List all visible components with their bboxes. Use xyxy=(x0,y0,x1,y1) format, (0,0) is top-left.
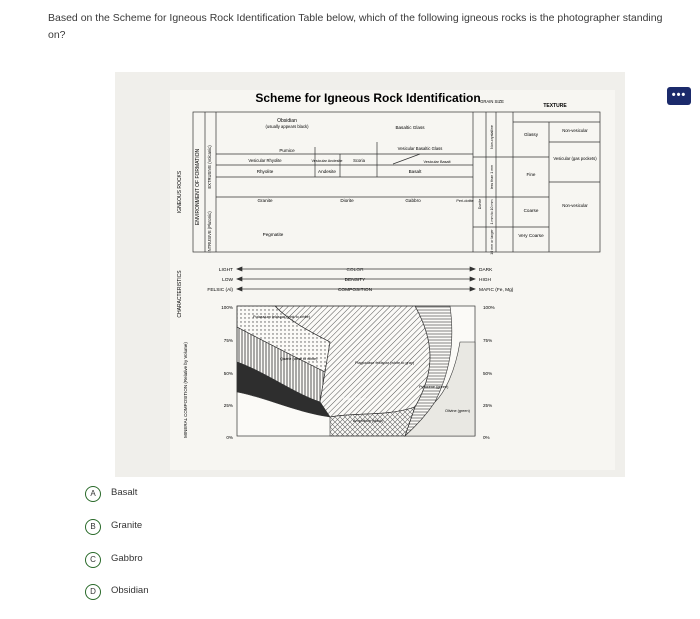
mineral-biotite: Biotite (black) xyxy=(343,397,367,401)
option-d-letter[interactable]: D xyxy=(85,584,101,600)
pct-right-75: 75% xyxy=(483,338,493,343)
rock-peridotite: Peri-dotite xyxy=(456,199,474,203)
grain-1-10mm: 1 mm to 10 mm xyxy=(490,199,494,225)
rock-scoria: Scoria xyxy=(353,158,365,163)
texture-vesicular: Vesicular (gas pockets) xyxy=(553,156,597,161)
rock-obsidian-note: (usually appears black) xyxy=(265,124,309,129)
option-d[interactable] xyxy=(85,584,285,602)
rock-rhyolite: Rhyolite xyxy=(256,169,274,174)
mineral-plagioclase: Plagioclase feldspar (white to gray) xyxy=(355,361,415,365)
characteristics-label: CHARACTERISTICS xyxy=(177,270,183,318)
rock-basalt: Basalt xyxy=(408,169,422,174)
rock-granite: Granite xyxy=(257,198,273,203)
option-d-label: Obsidian xyxy=(111,585,149,596)
option-c-label: Gabbro xyxy=(111,553,143,564)
option-a-letter[interactable]: A xyxy=(85,486,101,502)
texture-fine: Fine xyxy=(526,172,536,177)
texture-header: TEXTURE xyxy=(543,103,567,109)
char-color: COLOR xyxy=(346,268,364,273)
pct-left-75: 75% xyxy=(223,338,233,343)
extrusive-label: EXTRUSIVE (Volcanic) xyxy=(207,145,212,189)
option-a-label: Basalt xyxy=(111,487,138,498)
igneous-rocks-label: IGNEOUS ROCKS xyxy=(177,170,183,214)
pct-right-50: 50% xyxy=(483,371,493,376)
char-mafic: MAFIC (Fe, Mg) xyxy=(479,288,514,293)
mineral-composition-label: MINERAL COMPOSITION (Relative by Volume) xyxy=(183,342,188,438)
pct-right-0: 0% xyxy=(483,435,490,440)
mineral-pyroxene: Pyroxene (green) xyxy=(419,385,449,389)
mineral-amphibole: Amphibole (black) xyxy=(353,419,384,423)
pct-right-100: 100% xyxy=(483,305,495,310)
texture-glassy: Glassy xyxy=(523,132,539,137)
texture-very-coarse: Very Coarse xyxy=(518,233,544,238)
rock-basaltic-glass: Basaltic Glass xyxy=(395,125,425,130)
grain-noncrystalline: Non-crystalline xyxy=(490,125,494,149)
option-c[interactable] xyxy=(85,552,285,570)
mineral-potassium-feldspar: Potassium feldspar (pink to white) xyxy=(253,315,310,319)
option-a[interactable] xyxy=(85,486,285,504)
option-c-letter[interactable]: C xyxy=(85,552,101,568)
rock-vesicular-basaltic-glass: Vesicular Basaltic Glass xyxy=(397,146,443,151)
rock-vesicular-basalt: Vesicular Basalt xyxy=(423,160,451,164)
char-felsic: FELSIC (Al) xyxy=(207,288,233,293)
grain-less-1mm: less than 1 mm xyxy=(490,164,494,190)
rock-pegmatite: Pegmatite xyxy=(262,232,284,237)
rock-andesite: Andesite xyxy=(318,169,336,174)
env-formation-label: ENVIRONMENT OF FORMATION xyxy=(195,148,201,226)
rock-vesicular-andesite: Vesicular Andesite xyxy=(311,159,343,163)
grain-size-header: GRAIN SIZE xyxy=(480,99,504,104)
char-high: HIGH xyxy=(479,278,491,283)
figure-title: Scheme for Igneous Rock Identification xyxy=(255,91,481,105)
char-composition: COMPOSITION xyxy=(337,288,373,293)
char-light: LIGHT xyxy=(218,268,233,273)
chart-svg xyxy=(115,72,625,477)
char-low: LOW xyxy=(222,278,233,283)
more-options-button[interactable]: ••• xyxy=(667,87,691,105)
texture-coarse: Coarse xyxy=(523,208,539,213)
char-dark: DARK xyxy=(479,268,493,273)
pct-left-25: 25% xyxy=(223,403,233,408)
rock-obsidian: Obsidian xyxy=(277,118,297,124)
texture-nonvesicular: Non-vesicular xyxy=(562,203,588,208)
pct-right-25: 25% xyxy=(483,403,493,408)
rock-vesicular-rhyolite: Vesicular Rhyolite xyxy=(248,158,282,163)
option-b-label: Granite xyxy=(111,520,143,531)
rock-gabbro: Gabbro xyxy=(405,198,421,203)
rock-pumice: Pumice xyxy=(279,148,295,153)
mineral-quartz: Quartz (clear to white) xyxy=(280,357,318,361)
texture-nonvesicular-top: Non-vesicular xyxy=(562,128,588,133)
option-b-letter[interactable]: B xyxy=(85,519,101,535)
pct-left-100: 100% xyxy=(221,305,233,310)
pct-left-0: 0% xyxy=(226,435,233,440)
rock-diorite: Diorite xyxy=(340,198,354,203)
rock-dunite: Dunite xyxy=(478,198,482,210)
igneous-rock-chart-photo xyxy=(115,72,625,477)
char-density: DENSITY xyxy=(344,278,366,283)
grain-10mm-larger: 10 mm or larger xyxy=(490,229,494,255)
question-text: Based on the Scheme for Igneous Rock Identification Table below, which of the following igneous rocks is the photographer standing on? xyxy=(48,12,663,41)
intrusive-label: INTRUSIVE (Plutonic) xyxy=(207,211,212,253)
mineral-olivine: Olivine (green) xyxy=(445,409,470,413)
option-b[interactable] xyxy=(85,519,285,537)
pct-left-50: 50% xyxy=(223,371,233,376)
